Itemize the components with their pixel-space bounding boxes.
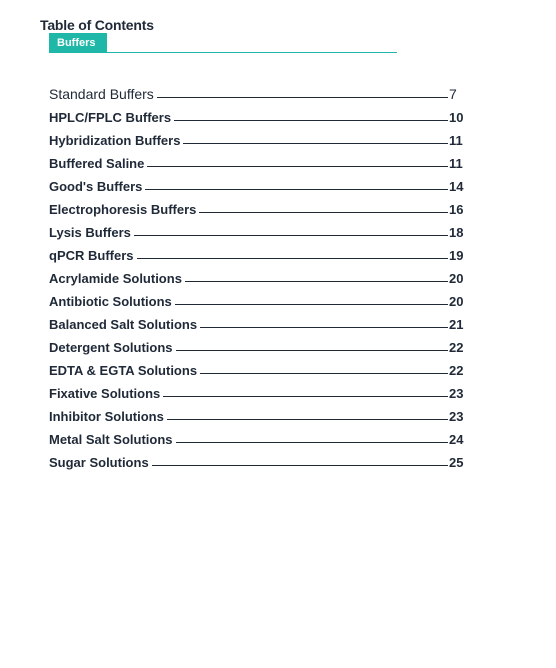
toc-page-number: 20: [449, 271, 464, 286]
toc-page-number: 7: [449, 86, 457, 102]
toc-entry-label: Buffered Saline: [49, 156, 145, 171]
toc-page-number: 11: [449, 156, 463, 171]
toc-page-number: 23: [449, 409, 464, 424]
toc-entry-label: Hybridization Buffers: [49, 133, 181, 148]
section-header-bar: [49, 33, 397, 53]
toc-entry[interactable]: [49, 240, 469, 263]
toc-entry[interactable]: [49, 171, 469, 194]
toc-leader-line: [145, 189, 448, 190]
toc-entry[interactable]: [49, 424, 469, 447]
toc-leader-line: [137, 258, 448, 259]
toc-entry[interactable]: [49, 79, 469, 102]
toc-entry-label: HPLC/FPLC Buffers: [49, 110, 172, 125]
toc-entry-label: Balanced Salt Solutions: [49, 317, 198, 332]
toc-entry[interactable]: [49, 447, 469, 470]
toc-leader-line: [152, 465, 448, 466]
toc-entry-label: Antibiotic Solutions: [49, 294, 172, 309]
toc-leader-line: [176, 442, 448, 443]
toc-entry[interactable]: [49, 309, 469, 332]
toc-leader-line: [185, 281, 448, 282]
toc-leader-line: [183, 143, 448, 144]
toc-page-number: 20: [449, 294, 464, 309]
toc-entry-label: Metal Salt Solutions: [49, 432, 173, 447]
toc-entry-label: qPCR Buffers: [49, 248, 134, 263]
toc-leader-line: [167, 419, 448, 420]
toc-entry-label: EDTA & EGTA Solutions: [49, 363, 198, 378]
toc-entry[interactable]: [49, 194, 469, 217]
toc-entry[interactable]: [49, 355, 469, 378]
toc-leader-line: [200, 327, 448, 328]
toc-entry[interactable]: [49, 263, 469, 286]
toc-entry-label: Standard Buffers: [49, 86, 154, 102]
toc-page-number: 11: [449, 133, 463, 148]
toc-leader-line: [134, 235, 448, 236]
toc-entry-label: Acrylamide Solutions: [49, 271, 182, 286]
toc-entry-label: Detergent Solutions: [49, 340, 173, 355]
toc-entry[interactable]: [49, 125, 469, 148]
toc-leader-line: [199, 212, 448, 213]
toc-leader-line: [200, 373, 448, 374]
toc-entry[interactable]: [49, 332, 469, 355]
toc-entry-label: Good's Buffers: [49, 179, 143, 194]
toc-page-number: 16: [449, 202, 464, 217]
toc-entry[interactable]: [49, 102, 469, 125]
toc-entry[interactable]: [49, 148, 469, 171]
toc-page-number: 14: [449, 179, 464, 194]
toc-entry-label: Inhibitor Solutions: [49, 409, 164, 424]
page-title: Table of Contents: [40, 17, 154, 33]
toc-entry-label: Lysis Buffers: [49, 225, 131, 240]
toc-page-number: 21: [449, 317, 464, 332]
toc-entry[interactable]: [49, 401, 469, 424]
toc-entry-label: Fixative Solutions: [49, 386, 161, 401]
toc-page-number: 23: [449, 386, 464, 401]
toc-entry[interactable]: [49, 286, 469, 309]
toc-page-number: 22: [449, 340, 464, 355]
toc-leader-line: [157, 97, 448, 98]
toc-page-number: 18: [449, 225, 464, 240]
toc-list: [49, 79, 469, 470]
toc-page-number: 19: [449, 248, 464, 263]
toc-leader-line: [147, 166, 448, 167]
section-tab-buffers: Buffers: [49, 33, 107, 53]
toc-page-number: 10: [449, 110, 464, 125]
toc-page-number: 25: [449, 455, 464, 470]
toc-page-number: 22: [449, 363, 464, 378]
toc-leader-line: [175, 304, 448, 305]
toc-leader-line: [174, 120, 448, 121]
toc-entry[interactable]: [49, 217, 469, 240]
toc-entry[interactable]: [49, 378, 469, 401]
toc-page-number: 24: [449, 432, 464, 447]
toc-leader-line: [163, 396, 448, 397]
toc-entry-label: Electrophoresis Buffers: [49, 202, 197, 217]
toc-leader-line: [176, 350, 448, 351]
toc-entry-label: Sugar Solutions: [49, 455, 149, 470]
